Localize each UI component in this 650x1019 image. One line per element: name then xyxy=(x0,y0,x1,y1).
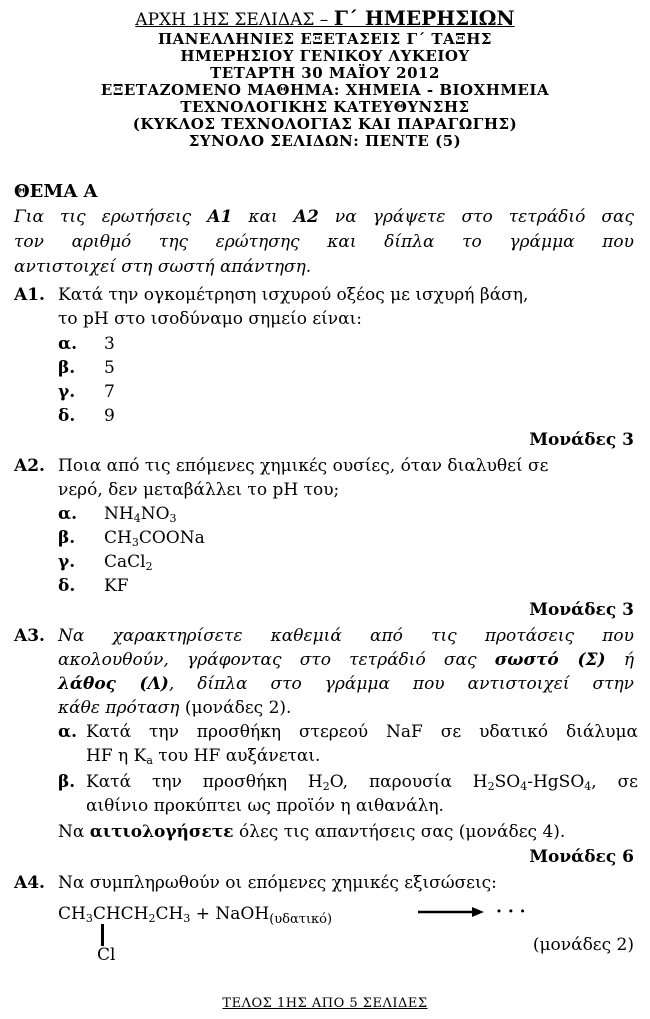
a3-statement-alpha-letter: α. xyxy=(58,722,78,742)
a1-text-line-1: Κατά την ογκομέτρηση ισχυρού οξέος με ισχυρή βάση, xyxy=(58,285,529,305)
page-start-header xyxy=(0,6,650,32)
statement-text: O, παρουσία H xyxy=(329,772,488,792)
a1-option xyxy=(58,380,115,404)
page-footer: ΤΕΛΟΣ 1ΗΣ ΑΠΟ 5 ΣΕΛΙΔΕΣ xyxy=(222,996,428,1011)
intro-text: να γράψετε στο τετράδιό σας xyxy=(318,207,634,227)
option-letter: γ. xyxy=(58,382,76,402)
a3-text: κάθε πρόταση xyxy=(58,698,180,718)
a1-text-line-2: το pH στο ισοδύναμο σημείο είναι: xyxy=(58,309,363,329)
option-text: 3 xyxy=(104,334,115,354)
formula-part: KF xyxy=(104,576,129,596)
a3-statement-beta-line-2: αιθίνιο προκύπτει ως προϊόν η αιθανάλη. xyxy=(86,796,444,816)
a2-text-line-2: νερό, δεν μεταβάλλει το pH του; xyxy=(58,480,340,500)
a3-text-line-1: Να χαρακτηρίσετε καθεμιά από τις προτάσεις που xyxy=(58,626,634,646)
option-text: 5 xyxy=(104,358,115,378)
formula-subscript: 4 xyxy=(133,512,141,525)
header-line-6: (ΚΥΚΛΟΣ ΤΕΧΝΟΛΟΓΙΑΣ ΚΑΙ ΠΑΡΑΓΩΓΗΣ) xyxy=(132,115,518,133)
formula-subscript: 4 xyxy=(520,780,528,793)
a2-marks: Μονάδες 3 xyxy=(529,600,634,620)
intro-text: και xyxy=(232,207,294,227)
instruction-text: Να xyxy=(58,822,90,842)
a1-option xyxy=(58,356,115,380)
a2-option xyxy=(58,502,177,526)
statement-text: SO xyxy=(494,772,521,792)
a3-marks-inline: (μονάδες 2). xyxy=(179,698,292,718)
intro-line-1 xyxy=(14,205,634,229)
instruction-emphasis: αιτιολογήσετε xyxy=(89,822,234,842)
statement-text: HF η K xyxy=(86,746,147,766)
option-letter: δ. xyxy=(58,406,76,426)
option-letter: α. xyxy=(58,334,78,354)
header-line-1: ΠΑΝΕΛΛΗΝΙΕΣ ΕΞΕΤΑΣΕΙΣ Γ΄ ΤΑΞΗΣ xyxy=(158,30,492,48)
a3-text: ή xyxy=(605,650,635,670)
formula-part: CH xyxy=(58,904,86,924)
option-letter: α. xyxy=(58,504,78,524)
intro-line-2: τον αριθμό της ερώτησης και δίπλα το γράμμα που xyxy=(14,232,634,252)
intro-line-3: αντιστοιχεί στη σωστή απάντηση. xyxy=(14,257,312,277)
formula-part: + NaOH xyxy=(190,904,270,924)
a1-option xyxy=(58,404,115,428)
a3-text: ακολουθούν, γράφοντας στο τετράδιό σας xyxy=(58,650,495,670)
page-start-label: ΑΡΧΗ 1ΗΣ ΣΕΛΙΔΑΣ – xyxy=(135,10,334,30)
question-label-a1: Α1. xyxy=(14,285,45,305)
chemical-equation xyxy=(58,902,332,932)
header-line-5: ΤΕΧΝΟΛΟΓΙΚΗΣ ΚΑΤΕΥΘΥΝΣΗΣ xyxy=(180,98,470,116)
a3-text-line-3 xyxy=(58,672,634,696)
question-label-a3: Α3. xyxy=(14,626,45,646)
formula-subscript: 2 xyxy=(145,560,153,573)
formula-subscript: 3 xyxy=(131,536,139,549)
a3-text: , δίπλα στο γράμμα που αντιστοιχεί στην xyxy=(168,674,635,694)
a3-statement-beta-letter: β. xyxy=(58,772,76,792)
a4-text-line-1: Να συμπληρωθούν οι επόμενες χημικές εξισώσεις: xyxy=(58,873,497,893)
a1-option xyxy=(58,332,115,356)
a3-justify-instruction xyxy=(58,820,565,844)
header-line-4: ΕΞΕΤΑΖΟΜΕΝΟ ΜΑΘΗΜΑ: ΧΗΜΕΙΑ - ΒΙΟΧΗΜΕΙΑ xyxy=(100,81,550,99)
option-letter: β. xyxy=(58,528,76,548)
a2-option xyxy=(58,550,153,574)
statement-text: , σε xyxy=(591,772,638,792)
option-text: 9 xyxy=(104,406,115,426)
section-title: ΘΕΜΑ Α xyxy=(14,181,98,202)
option-text: 7 xyxy=(104,382,115,402)
a3-statement-alpha-line-2 xyxy=(86,744,320,768)
formula-part: CH xyxy=(155,904,184,924)
option-letter: δ. xyxy=(58,576,76,596)
formula-part: COONa xyxy=(138,528,205,548)
formula-subscript: 4 xyxy=(584,780,592,793)
a3-statement-alpha-line-1: Κατά την προσθήκη στερεού NaF σε υδατικό διάλυμα xyxy=(86,722,638,742)
option-letter: γ. xyxy=(58,552,76,572)
a2-option xyxy=(58,526,205,550)
formula-part: CaCl xyxy=(104,552,146,572)
a3-marks: Μονάδες 6 xyxy=(529,847,634,867)
statement-text: του HF αυξάνεται. xyxy=(152,746,321,766)
a3-wrong-term: λάθος (Λ) xyxy=(58,674,169,694)
exam-header xyxy=(0,31,650,150)
formula-subscript: 3 xyxy=(183,912,191,925)
formula-subscript: a xyxy=(146,754,153,767)
option-letter: β. xyxy=(58,358,76,378)
formula-subscript: 2 xyxy=(148,912,156,925)
formula-part: NO xyxy=(140,504,170,524)
question-label-a4: Α4. xyxy=(14,873,45,893)
formula-part: CH xyxy=(104,528,132,548)
a3-text-line-4 xyxy=(58,696,291,720)
substituent-cl: Cl xyxy=(97,945,116,965)
header-line-3: ΤΕΤΑΡΤΗ 30 ΜΑΪΟΥ 2012 xyxy=(210,64,440,82)
a2-text-line-1: Ποια από τις επόμενες χημικές ουσίες, όταν διαλυθεί σε xyxy=(58,456,549,476)
day-type-label: Γ΄ ΗΜΕΡΗΣΙΩΝ xyxy=(333,6,515,30)
intro-ref-a1: Α1 xyxy=(207,207,233,227)
reagent-condition: (υδατικό) xyxy=(269,912,333,927)
formula-part: NH xyxy=(104,504,134,524)
intro-text: Για τις ερωτήσεις xyxy=(14,207,208,227)
header-line-7: ΣΥΝΟΛΟ ΣΕΛΙΔΩΝ: ΠΕΝΤΕ (5) xyxy=(188,132,462,150)
reaction-product-dots: · · · xyxy=(496,902,526,922)
intro-ref-a2: Α2 xyxy=(293,207,319,227)
formula-subscript: 3 xyxy=(169,512,177,525)
a3-correct-term: σωστό (Σ) xyxy=(494,650,606,670)
formula-subscript: 2 xyxy=(487,780,495,793)
header-line-2: ΗΜΕΡΗΣΙΟΥ ΓΕΝΙΚΟΥ ΛΥΚΕΙΟΥ xyxy=(180,47,470,65)
a3-text-line-2 xyxy=(58,648,634,672)
a3-statement-beta-line-1 xyxy=(86,770,638,794)
statement-text: -HgSO xyxy=(527,772,585,792)
question-label-a2: Α2. xyxy=(14,456,45,476)
reaction-arrow-head xyxy=(472,907,484,917)
a1-marks: Μονάδες 3 xyxy=(529,430,634,450)
formula-subscript: 2 xyxy=(322,780,330,793)
statement-text: Κατά την προσθήκη H xyxy=(86,772,323,792)
formula-part: CHCH xyxy=(92,904,149,924)
instruction-text: όλες τις απαντήσεις σας (μονάδες 4). xyxy=(233,822,566,842)
a2-option xyxy=(58,574,129,598)
formula-subscript: 3 xyxy=(85,912,93,925)
reaction-arrow xyxy=(418,904,486,920)
a4-marks: (μονάδες 2) xyxy=(532,935,634,955)
